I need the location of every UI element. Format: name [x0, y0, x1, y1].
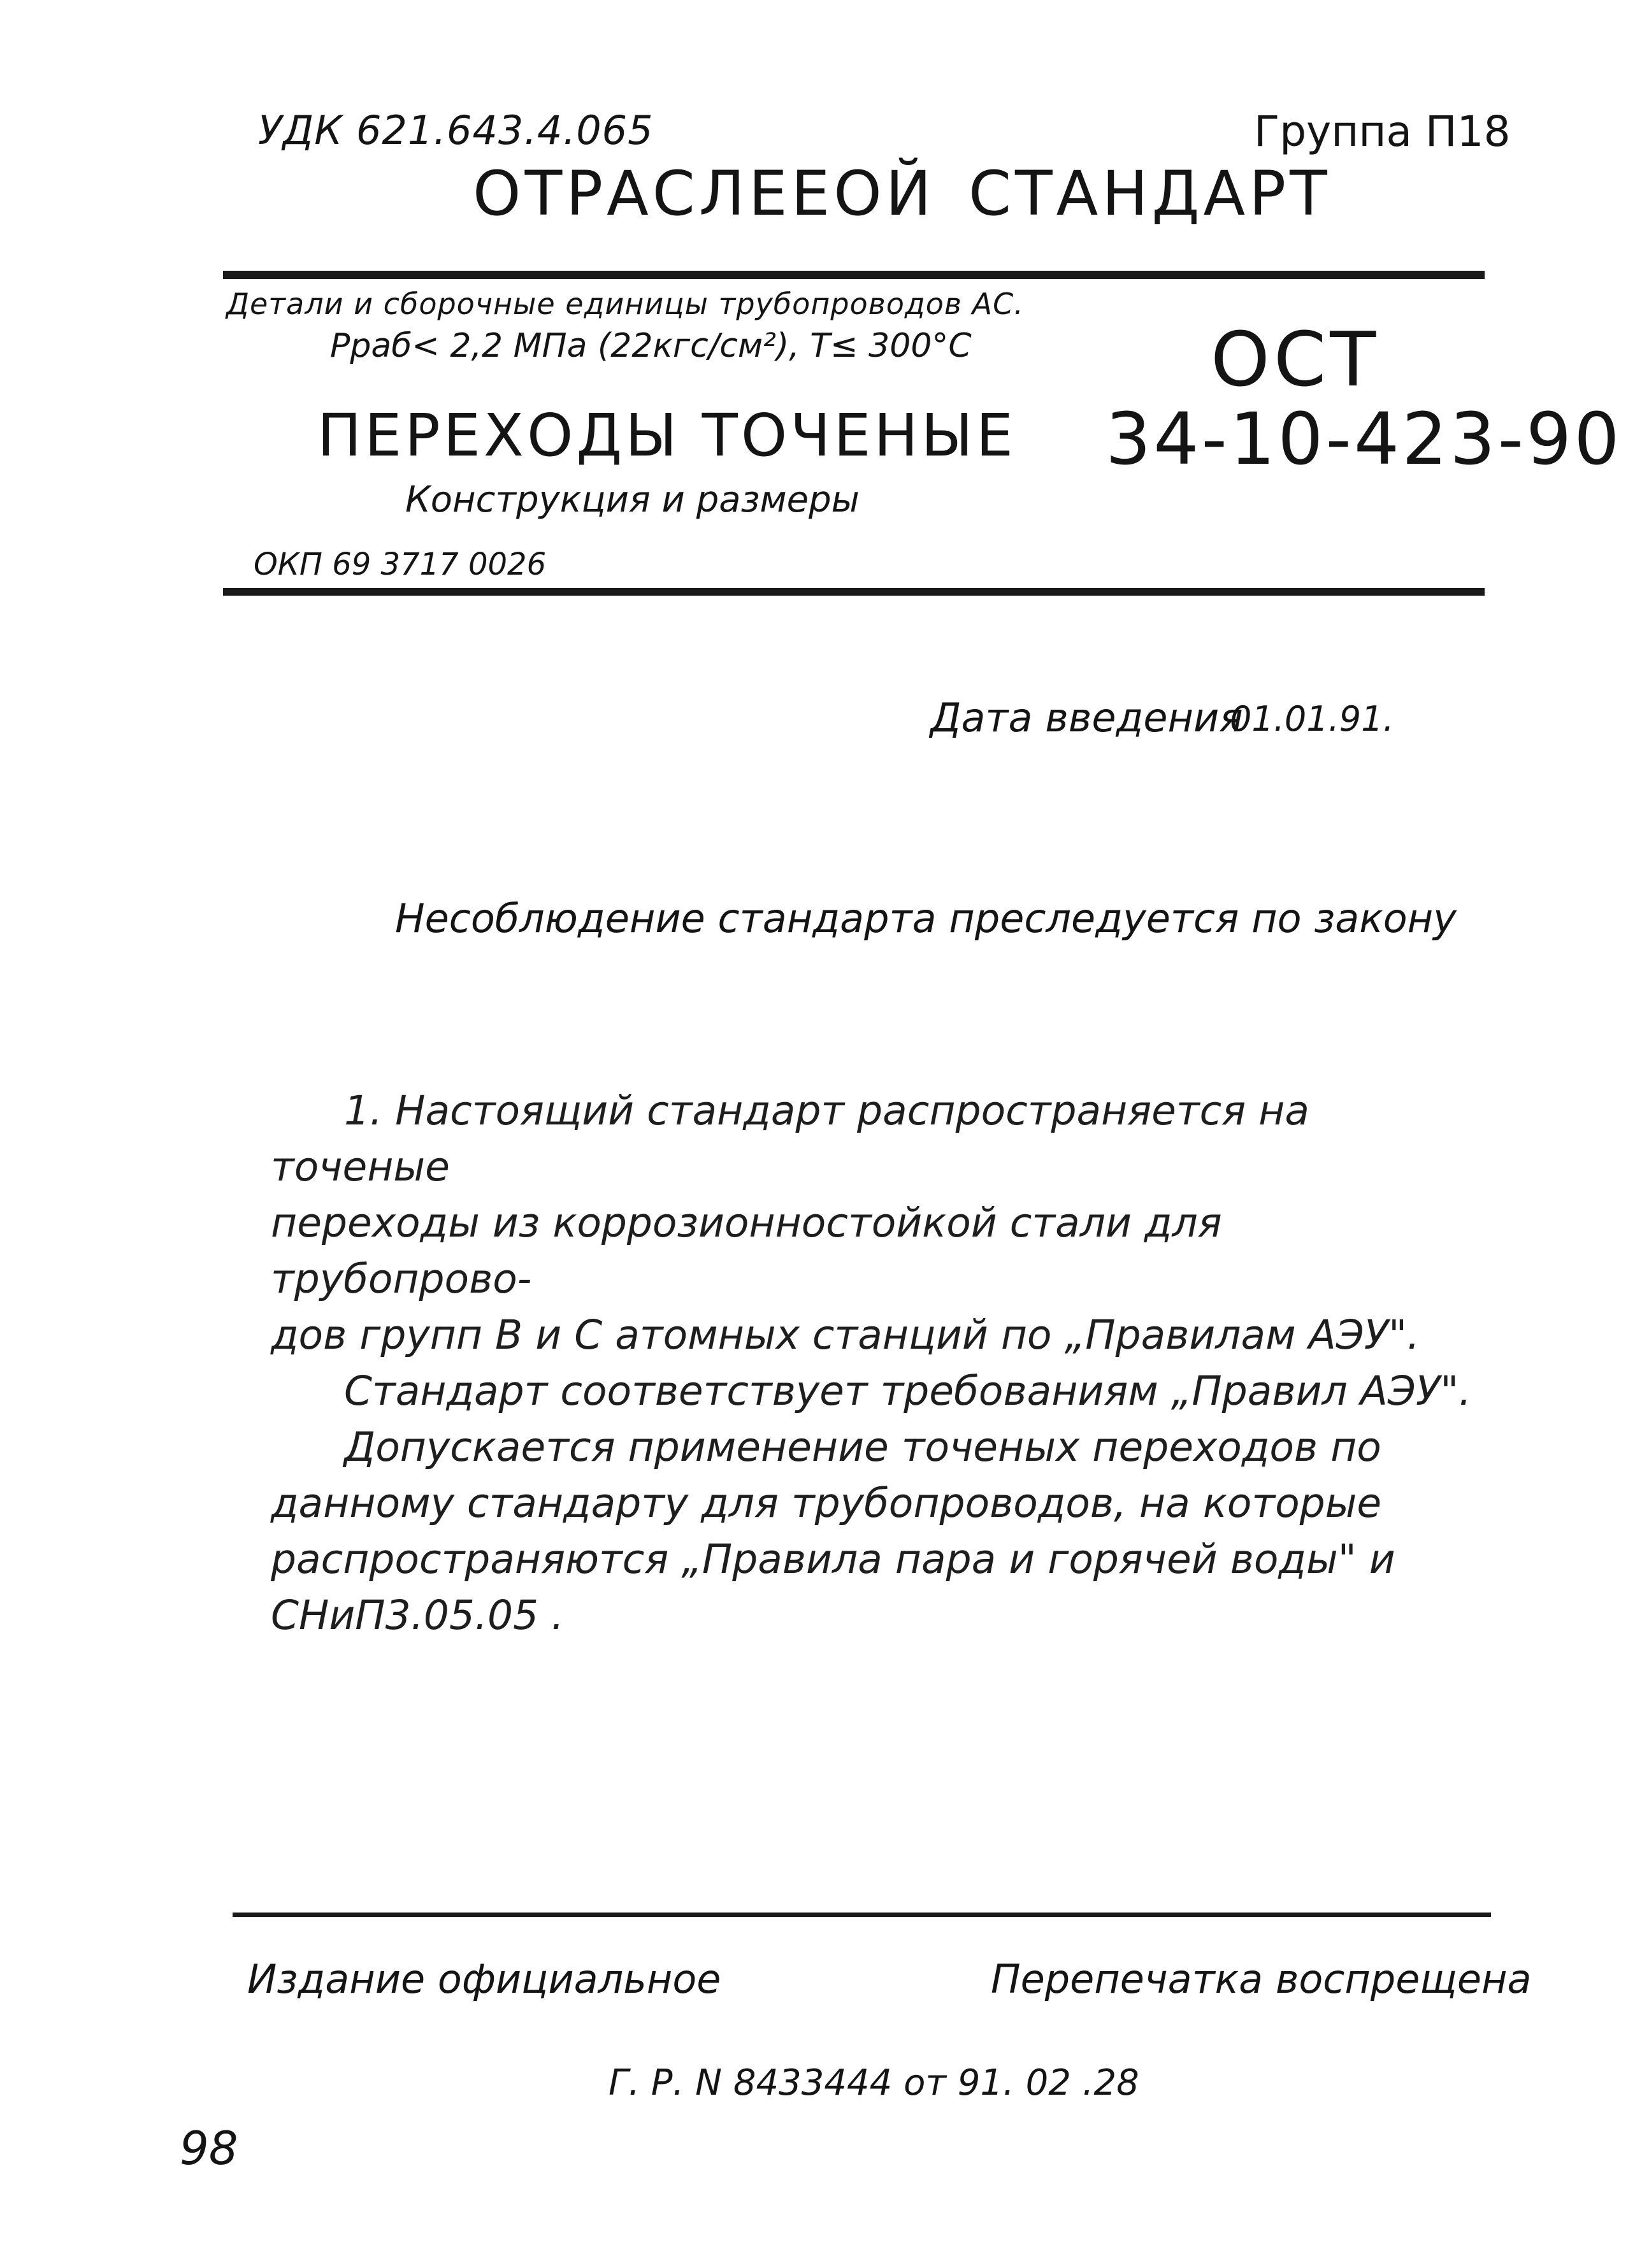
document-title: ПЕРЕХОДЫ ТОЧЕНЫЕ	[317, 401, 1016, 470]
title-block-divider	[223, 588, 1485, 596]
footer-divider	[233, 1913, 1491, 1917]
group-code: Группа П18	[1254, 107, 1511, 156]
reprint-note: Перепечатка воспрещена	[991, 1956, 1532, 2002]
standard-type-right: СТАНДАРТ	[969, 158, 1331, 229]
body-line: переходы из коррозионностойкой стали для трубопрово-	[271, 1200, 1222, 1302]
top-divider	[223, 271, 1485, 279]
introduction-date-label: Дата введения	[930, 694, 1243, 741]
page-number: 98	[180, 2121, 238, 2175]
body-line: данному стандарту для трубопроводов, на которые	[271, 1480, 1382, 1526]
udk-code: УДК 621.643.4.065	[258, 107, 654, 154]
registration-number: Г. Р. N 8433444 от 91. 02 .28	[609, 2062, 1139, 2104]
body-line: дов групп В и С атомных станций по „Правилам АЭУ".	[271, 1312, 1420, 1358]
edition-note: Издание официальное	[247, 1956, 721, 2002]
legal-warning: Несоблюдение стандарта преследуется по закону	[395, 895, 1457, 942]
okp-code: ОКП 69 3717 0026	[254, 547, 547, 582]
body-text	[271, 1083, 1481, 1644]
body-line: Допускается применение точеных переходов по	[344, 1424, 1381, 1470]
body-line: распространяются „Правила пара и горячей воды" и	[271, 1536, 1395, 1583]
scope-line-2: Рраб< 2,2 МПа (22кгс/см²), Т≤ 300°С	[330, 327, 972, 365]
introduction-date: 01.01.91.	[1230, 699, 1394, 739]
body-line: Стандарт соответствует требованиям „Правил АЭУ".	[344, 1368, 1472, 1414]
standard-type-left: ОТРАСЛЕЕОЙ	[473, 158, 935, 229]
ost-number: 34-10-423-90	[1106, 398, 1622, 481]
scope-line-1: Детали и сборочные единицы трубопроводов АС.	[226, 287, 1024, 321]
body-line: СНиП3.05.05 .	[271, 1592, 565, 1639]
body-line: 1. Настоящий стандарт распространяется на точеные	[271, 1087, 1309, 1190]
ost-label: ОСТ	[1211, 315, 1380, 403]
document-subtitle: Конструкция и размеры	[405, 479, 860, 520]
